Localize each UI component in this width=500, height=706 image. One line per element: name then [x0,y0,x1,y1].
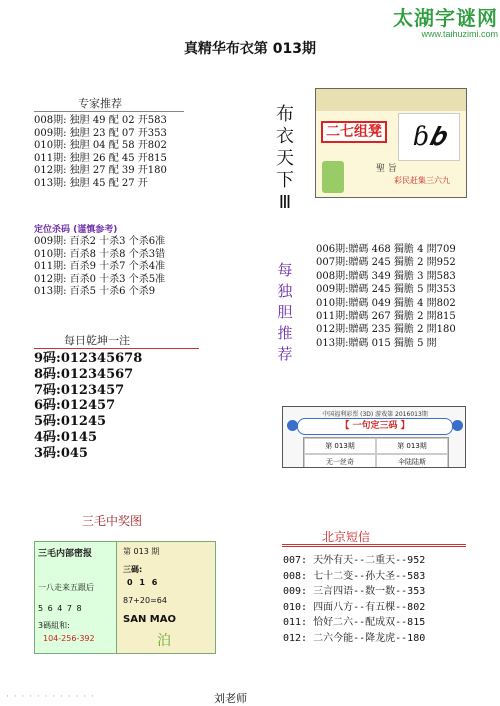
list-item: 008期:贈碼 349 獨膽 3 開583 [316,270,456,282]
dudan-list [316,243,456,350]
sanmao-image [34,541,216,654]
ball-icon [452,420,463,431]
image-handwritten-glyph: ɓ𝒃 [398,113,460,161]
grid-cell: 第 013期 [304,438,376,454]
sanmao-right-panel [117,542,215,653]
yiju-image [282,406,466,468]
zhuanjia-divider [34,111,184,112]
list-item: 010期: 百杀8 十杀8 个杀3错 [34,248,166,260]
sanmao-sum: 87+20=64 [123,596,167,605]
qiankun-list [34,351,142,462]
sanmao-title: 三毛内部密报 [38,549,93,559]
list-item: 011: 恰好二六--配成双--815 [283,617,426,628]
list-item: 010期: 独胆 04 配 58 开802 [34,140,167,151]
grid-cell: 伞陆陆斯 [376,454,448,468]
image-banner [316,89,467,111]
vertical-char: 胆 [277,303,293,321]
list-item: 007期:贈碼 245 獨膽 2 開952 [316,257,456,269]
list-item: 012期: 独胆 27 配 39 开180 [34,165,167,176]
list-item: 009: 三言四语--数一数--353 [283,586,426,597]
sanmao-brand-sub: 泊 [157,633,171,649]
bottom-signature: 刘老师 [214,692,247,705]
list-item: 012期:贈碼 235 獨膽 2 開180 [316,324,456,336]
vertical-char: 推 [277,324,293,342]
site-watermark [393,2,498,39]
list-item: 008期: 独胆 49 配 02 开583 [34,115,167,126]
vertical-char: 每 [277,261,293,279]
zhuanjia-list [34,115,167,190]
dingwei-heading: 定位杀码 (谨慎参考) [34,225,118,235]
sanmao-line1: 一八走来五跟后 [38,583,94,592]
list-item: 007: 天外有天--二重天--952 [283,555,426,566]
sanmao-codes-label: 三碼: [123,565,143,574]
yiju-grid [303,437,449,467]
sanmao-heading: 三毛中奖图 [82,514,143,528]
sanmao-group-value: 104-256-392 [43,634,95,643]
list-item: 009期: 百杀2 十杀3 个杀6准 [34,236,166,247]
list-item: 5码:01245 [34,414,107,430]
beijing-heading: 北京短信 [322,530,371,544]
list-item: 012期: 百杀0 十杀3 个杀5准 [34,273,166,285]
bottom-strip [0,686,500,706]
qiankun-heading: 每日乾坤一注 [64,334,130,347]
vertical-char: 下 [276,170,294,191]
image-sheng-zhi: 聖 旨 [376,164,397,174]
page-title: 真精华布衣第 013期 [183,41,317,57]
list-item: 6码:012457 [34,398,116,414]
top-right-image [315,88,467,198]
image-badge: 二七组凳 [321,121,387,143]
list-item: 3码:045 [34,445,88,461]
grid-cell: 无一丝奇 [304,454,376,468]
list-item: 011期: 独胆 26 配 45 开815 [34,152,167,164]
list-item: 9码:012345678 [34,351,143,366]
sanmao-group-label: 3碼組和: [38,621,70,630]
sanmao-brand: SAN MAO [123,614,176,625]
watermark-site-url: www.taihuzimi.com [421,29,498,39]
list-item: 012: 二六今能--降龙虎--180 [283,632,426,644]
vertical-char: 天 [276,148,294,169]
grid-cell: 第 013期 [376,438,448,454]
yiju-header: 中国福利彩票 (3D) 游戏第 2016013期 [322,411,428,418]
list-item: 013期: 独胆 45 配 27 开 [34,177,148,189]
list-item: 009期:贈碼 245 獨膽 5 開353 [316,284,456,296]
list-item: 010期:贈碼 049 獨膽 4 開802 [316,297,456,309]
list-item: 008: 七十二变--孙大圣--583 [283,570,426,582]
beijing-divider [282,546,466,547]
list-item: 7码:0123457 [34,382,125,398]
list-item: 8码:01234567 [34,366,134,382]
beijing-divider [282,544,466,545]
bottom-blurred-text: · · · · · · · · · · · · [6,692,95,702]
vertical-char: 荐 [277,345,293,363]
yiju-band: 【 一句定三码 】 [297,418,453,435]
sanmao-issue: 第 013 期 [123,547,160,556]
meidu-vertical-title [274,260,296,365]
vertical-char: 衣 [276,126,294,147]
sanmao-digits: 5 6 4 7 8 [38,604,83,613]
sanmao-left-panel [35,542,117,653]
vertical-char: 独 [277,282,293,300]
image-green-figure [322,161,344,193]
list-item: 4码:0145 [34,429,98,445]
list-item: 013期: 百杀5 十杀6 个杀9 [34,286,156,297]
beijing-list [283,553,425,646]
vertical-char: Ⅲ [278,192,292,213]
buyi-vertical-title [270,104,300,214]
image-caimin-text: 彩民赶集三六九 [394,176,450,185]
list-item: 010: 四面八方--有五棵--802 [283,601,426,613]
list-item: 006期:贈碼 468 獨膽 4 開709 [316,244,456,255]
vertical-char: 布 [276,104,294,125]
list-item: 011期: 百杀9 十杀7 个杀4准 [34,261,166,272]
watermark-site-name: 太湖字谜网 [393,6,498,30]
sanmao-codes: 0 1 6 [127,578,160,587]
list-item: 011期:贈碼 267 獨膽 2 開815 [316,311,456,323]
dingwei-list [34,236,165,299]
zhuanjia-heading: 专家推荐 [78,97,122,110]
list-item: 009期: 独胆 23 配 07 开353 [34,127,167,139]
list-item: 013期:贈碼 015 獨膽 5 開 [316,337,437,349]
